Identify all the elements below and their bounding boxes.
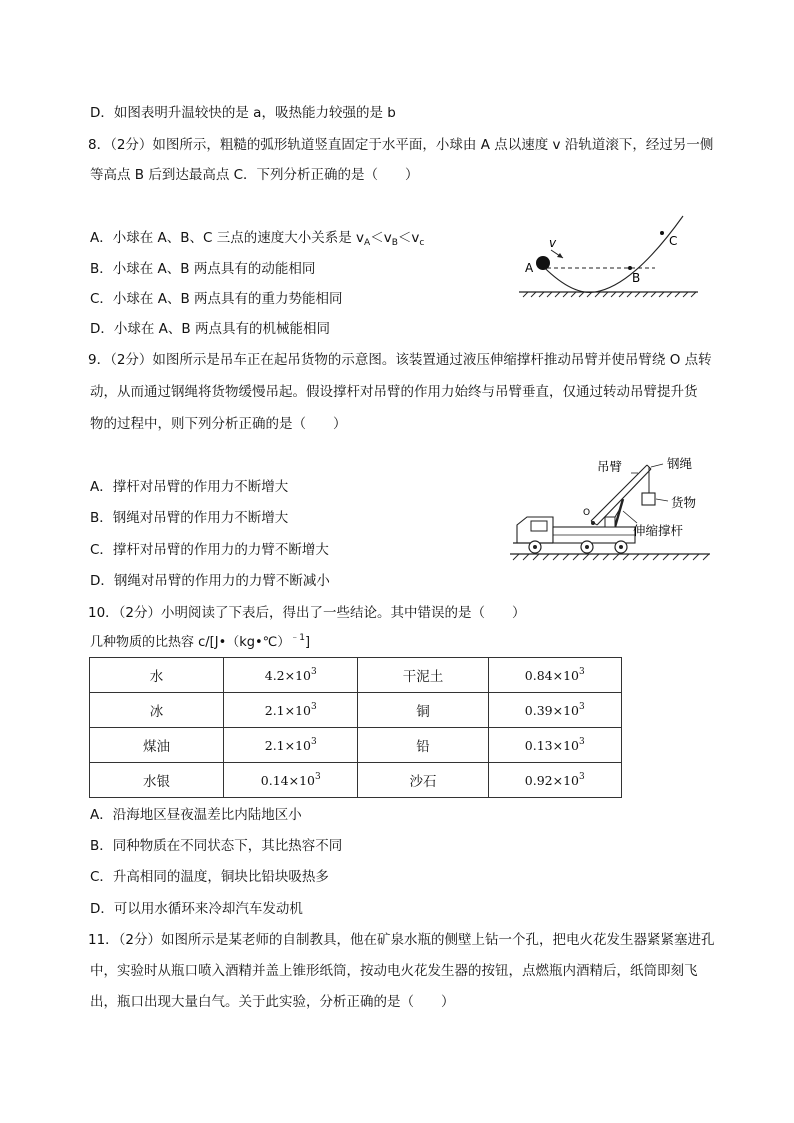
label-cargo: 货物 bbox=[671, 495, 697, 510]
exponent: 3 bbox=[311, 701, 317, 712]
material-name: 干泥土 bbox=[402, 669, 444, 685]
q8-option-c: C．小球在 A、B 两点具有的重力势能相同 bbox=[90, 291, 343, 307]
q8-option-a bbox=[90, 228, 424, 250]
cell-value-right bbox=[488, 728, 621, 763]
cell-value-left bbox=[224, 658, 358, 693]
q9-option-a: A．撑杆对吊臂的作用力不断增大 bbox=[90, 479, 289, 495]
cell-value-right bbox=[488, 763, 621, 798]
q8-option-a-lt1: ＜v bbox=[370, 230, 392, 246]
table-row bbox=[90, 658, 622, 693]
q8-stem-line-2: 等高点 B 后到达最高点 C．下列分析正确的是（ ） bbox=[90, 167, 419, 183]
ground-hatching bbox=[513, 554, 709, 560]
ground-hatching bbox=[523, 292, 696, 297]
q8-stem-line-1: 8．（2分）如图所示，粗糙的弧形轨道竖直固定于水平面，小球由 A 点以速度 v 沿轨道滚下，经过另一侧 bbox=[88, 137, 714, 153]
q8-option-d: D．小球在 A、B 两点具有的机械能相同 bbox=[90, 321, 330, 337]
q9-option-d: D．钢绳对吊臂的作用力的力臂不断减小 bbox=[90, 573, 330, 589]
q9-stem-line-2: 动，从而通过钢绳将货物缓慢吊起。假设撑杆对吊臂的作用力始终与吊臂垂直，仅通过转动吊臂提升货 bbox=[90, 384, 698, 400]
exponent: 3 bbox=[314, 771, 321, 782]
exponent: 3 bbox=[311, 736, 317, 747]
material-name: 煤油 bbox=[143, 739, 171, 755]
q9-stem-line-1: 9．（2分）如图所示是吊车正在起吊货物的示意图。该装置通过液压伸缩撑杆推动吊臂并使吊臂绕 O 点转 bbox=[88, 352, 712, 368]
q8-option-a-lt2: ＜v bbox=[397, 230, 420, 246]
q8-sub-a: A bbox=[364, 238, 371, 248]
ball bbox=[536, 256, 550, 270]
label-c: C bbox=[669, 234, 678, 248]
q9-stem-line-3: 物的过程中，则下列分析正确的是（ ） bbox=[90, 416, 347, 432]
q7-option-d: D．如图表明升温较快的是 a，吸热能力较强的是 b bbox=[90, 105, 396, 121]
q11-stem-line-1: 11．（2分）如图所示是某老师的自制教具，他在矿泉水瓶的侧壁上钻一个孔，把电火花发生器紧紧塞进孔 bbox=[88, 932, 715, 948]
exponent: 3 bbox=[579, 771, 585, 782]
cell-material-left bbox=[90, 693, 224, 728]
velocity-arrowhead bbox=[557, 253, 563, 258]
cell-material-left bbox=[90, 728, 224, 763]
q9-crane-figure bbox=[505, 455, 720, 567]
point-c-dot bbox=[660, 231, 664, 235]
q10-option-d: D．可以用水循环来冷却汽车发动机 bbox=[90, 901, 303, 917]
material-name: 沙石 bbox=[409, 774, 437, 790]
q10-option-b: B．同种物质在不同状态下，其比热容不同 bbox=[90, 838, 343, 854]
q8-track-figure bbox=[515, 208, 705, 300]
cell-value-right bbox=[488, 693, 621, 728]
specific-heat-table bbox=[89, 657, 622, 798]
material-name: 铜 bbox=[416, 704, 430, 720]
material-name: 水银 bbox=[143, 774, 171, 790]
specific-heat-value: 2.1×10 bbox=[264, 702, 312, 718]
table-row bbox=[90, 693, 622, 728]
exponent: 3 bbox=[579, 666, 585, 677]
cell-value-left bbox=[224, 728, 358, 763]
label-o: O bbox=[583, 508, 591, 518]
arc-track bbox=[537, 216, 683, 292]
specific-heat-table-body bbox=[90, 658, 622, 798]
specific-heat-value: 0.92×10 bbox=[524, 772, 579, 788]
label-rope: 钢绳 bbox=[667, 456, 693, 471]
q9-option-c: C．撑杆对吊臂的作用力的力臂不断增大 bbox=[90, 542, 329, 558]
caption-text: 几种物质的比热容 c/[J•（kg•℃） bbox=[90, 635, 291, 650]
cell-material-right bbox=[358, 763, 488, 798]
cell-material-right bbox=[358, 728, 488, 763]
exponent: 3 bbox=[579, 736, 585, 747]
q8-option-a-text: A．小球在 A、B、C 三点的速度大小关系是 v bbox=[90, 230, 365, 246]
caption-suffix: ] bbox=[305, 635, 311, 650]
label-b: B bbox=[632, 271, 641, 285]
cell-value-right bbox=[488, 658, 621, 693]
pivot-o bbox=[591, 521, 595, 525]
cab-window bbox=[531, 521, 547, 531]
point-b-dot bbox=[628, 266, 632, 270]
material-name: 铅 bbox=[416, 739, 430, 755]
specific-heat-value: 0.39×10 bbox=[524, 702, 579, 718]
table-row bbox=[90, 728, 622, 763]
q10-option-c: C．升高相同的温度，铜块比铅块吸热多 bbox=[90, 869, 329, 885]
label-v: v bbox=[549, 236, 557, 250]
q10-option-a: A．沿海地区昼夜温差比内陆地区小 bbox=[90, 807, 302, 823]
specific-heat-value: 2.1×10 bbox=[264, 737, 312, 753]
q9-option-b: B．钢绳对吊臂的作用力不断增大 bbox=[90, 510, 289, 526]
cargo-box bbox=[642, 493, 655, 505]
specific-heat-value: 4.2×10 bbox=[264, 667, 312, 683]
cell-material-right bbox=[358, 658, 488, 693]
telescopic-strut bbox=[615, 499, 623, 527]
table-row bbox=[90, 763, 622, 798]
label-a: A bbox=[525, 261, 534, 275]
caption-sup: ﹣1 bbox=[290, 633, 306, 643]
q8-sub-c: c bbox=[419, 238, 425, 248]
label-strut: 伸缩撑杆 bbox=[633, 523, 684, 538]
cell-value-left bbox=[224, 763, 358, 798]
q10-stem: 10．（2分）小明阅读了下表后，得出了一些结论。其中错误的是（ ） bbox=[88, 605, 526, 621]
material-name: 水 bbox=[149, 669, 164, 685]
q8-option-b: B．小球在 A、B 两点具有的动能相同 bbox=[90, 261, 316, 277]
q11-stem-line-3: 出，瓶口出现大量白气。关于此实验，分析正确的是（ ） bbox=[90, 994, 455, 1010]
material-name: 冰 bbox=[149, 704, 164, 720]
exponent: 3 bbox=[579, 701, 585, 712]
q10-table-caption bbox=[90, 633, 310, 654]
cell-value-left bbox=[224, 693, 358, 728]
q8-sub-b: B bbox=[391, 238, 398, 248]
label-boom: 吊臂 bbox=[597, 459, 623, 474]
cell-material-left bbox=[90, 658, 224, 693]
specific-heat-value: 0.84×10 bbox=[524, 667, 579, 683]
cell-material-right bbox=[358, 693, 488, 728]
exponent: 3 bbox=[311, 666, 317, 677]
cell-material-left bbox=[90, 763, 224, 798]
specific-heat-value: 0.14×10 bbox=[260, 772, 315, 788]
specific-heat-value: 0.13×10 bbox=[524, 737, 579, 753]
q11-stem-line-2: 中，实验时从瓶口喷入酒精并盖上锥形纸筒，按动电火花发生器的按钮，点燃瓶内酒精后，纸筒即刻飞 bbox=[90, 963, 698, 979]
